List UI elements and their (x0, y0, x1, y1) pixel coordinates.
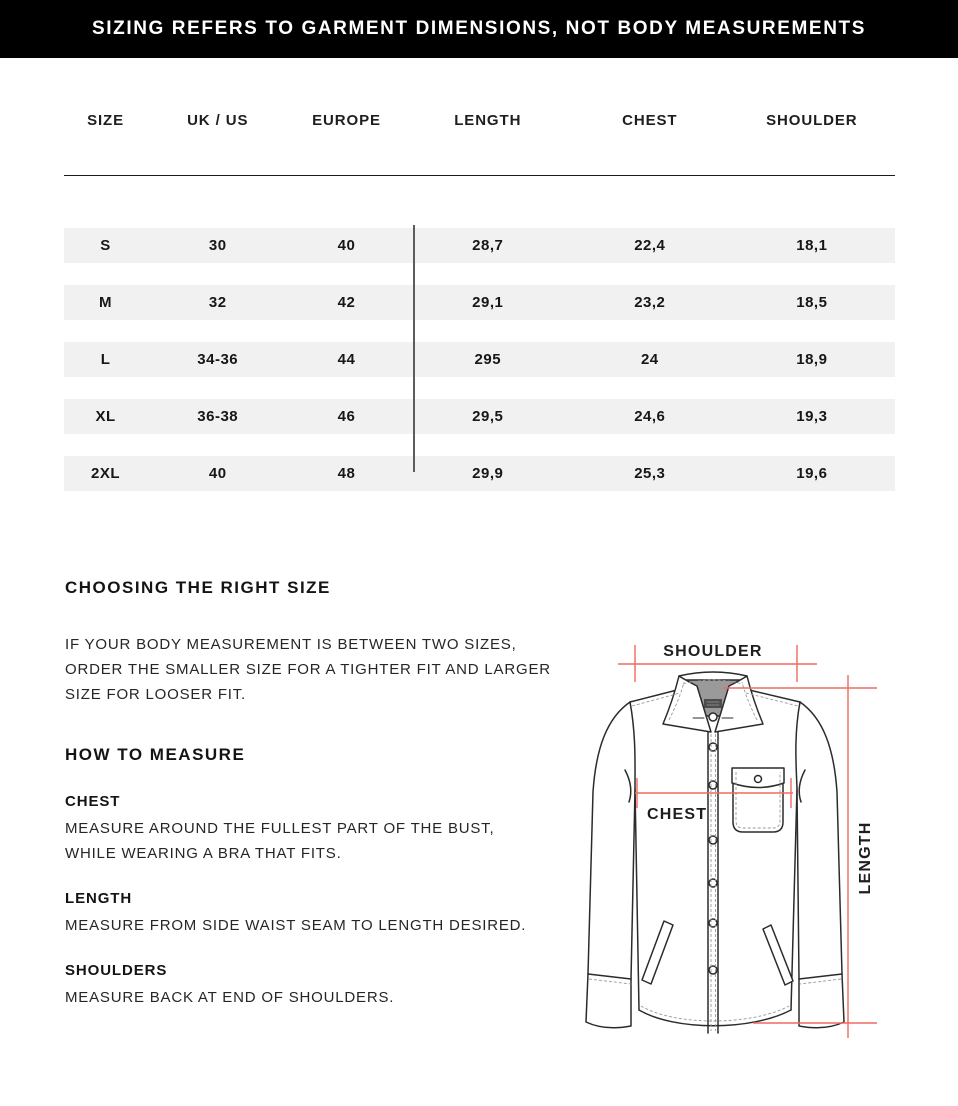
column-header-uk-us: UK / US (187, 112, 249, 129)
cell-chest: 22,4 (634, 237, 666, 254)
size-table-header (64, 112, 895, 129)
measure-item-text: MEASURE BACK AT END OF SHOULDERS. (65, 989, 395, 1006)
cell-size: L (100, 351, 111, 368)
cell-chest: 23,2 (634, 294, 666, 311)
cell-size: XL (95, 408, 116, 425)
how-to-measure-title: HOW TO MEASURE (65, 745, 246, 764)
table-row (64, 342, 895, 377)
cell-length: 29,9 (472, 465, 504, 482)
sizing-disclaimer-text: SIZING REFERS TO GARMENT DIMENSIONS, NOT BODY MEASUREMENTS (91, 18, 867, 39)
shoulder-diagram-label: SHOULDER (663, 643, 763, 660)
cell-chest: 24,6 (634, 408, 666, 425)
table-row (64, 285, 895, 320)
column-header-chest: CHEST (622, 112, 678, 129)
cell-europe: 46 (337, 408, 356, 425)
cell-europe: 40 (337, 237, 356, 254)
measure-item-label: LENGTH (65, 890, 133, 907)
cell-uk-us: 30 (208, 237, 227, 254)
cell-uk-us: 36-38 (197, 408, 239, 425)
how-to-measure-section (65, 745, 530, 1034)
cell-uk-us: 40 (208, 465, 227, 482)
cell-shoulder: 19,3 (796, 408, 828, 425)
chest-diagram-label: CHEST (647, 806, 708, 823)
sizing-disclaimer-banner (0, 0, 958, 58)
cell-length: 29,1 (472, 294, 504, 311)
size-table-body (64, 228, 895, 491)
measure-item-label: CHEST (65, 793, 121, 810)
welt-pocket-left (642, 921, 673, 984)
measure-item-shoulders (65, 962, 530, 1010)
measure-item-chest (65, 793, 530, 866)
column-header-size: SIZE (87, 112, 125, 129)
shirt-diagram (585, 622, 905, 1052)
cell-chest: 24 (640, 351, 659, 368)
table-row (64, 456, 895, 491)
cell-uk-us: 34-36 (197, 351, 239, 368)
cell-europe: 42 (337, 294, 356, 311)
shirt-outline (586, 672, 844, 1033)
column-header-europe: EUROPE (312, 112, 381, 129)
cell-size: M (99, 294, 113, 311)
choosing-size-section (65, 578, 570, 707)
cell-length: 28,7 (472, 237, 504, 254)
table-row (64, 399, 895, 434)
cell-europe: 48 (337, 465, 356, 482)
measure-item-text: MEASURE AROUND THE FULLEST PART OF THE BUST, WHILE WEARING A BRA THAT FITS. (65, 820, 495, 862)
cell-europe: 44 (337, 351, 356, 368)
cell-size: 2XL (91, 465, 121, 482)
table-vertical-divider (413, 225, 415, 472)
cell-length: 29,5 (472, 408, 504, 425)
table-row (64, 228, 895, 263)
choosing-size-title: CHOOSING THE RIGHT SIZE (65, 578, 331, 597)
cell-length: 295 (474, 351, 502, 368)
measure-item-text: MEASURE FROM SIDE WAIST SEAM TO LENGTH DESIRED. (65, 917, 527, 934)
length-diagram-label: LENGTH (857, 821, 874, 895)
cell-shoulder: 19,6 (796, 465, 828, 482)
header-divider-line (64, 175, 895, 176)
measure-item-length (65, 890, 530, 938)
choosing-size-text: IF YOUR BODY MEASUREMENT IS BETWEEN TWO SIZES, ORDER THE SMALLER SIZE FOR A TIGHTER FIT AND LARGER SIZE FOR LOOSER FIT. (65, 636, 551, 703)
cell-shoulder: 18,1 (796, 237, 828, 254)
cell-shoulder: 18,9 (796, 351, 828, 368)
welt-pocket-right (763, 925, 793, 985)
size-table (64, 112, 895, 513)
cell-uk-us: 32 (208, 294, 227, 311)
measure-item-label: SHOULDERS (65, 962, 168, 979)
collar-label-tag (704, 699, 722, 708)
column-header-shoulder: SHOULDER (766, 112, 858, 129)
cell-shoulder: 18,5 (796, 294, 828, 311)
cell-chest: 25,3 (634, 465, 666, 482)
cell-size: S (100, 237, 111, 254)
column-header-length: LENGTH (454, 112, 522, 129)
